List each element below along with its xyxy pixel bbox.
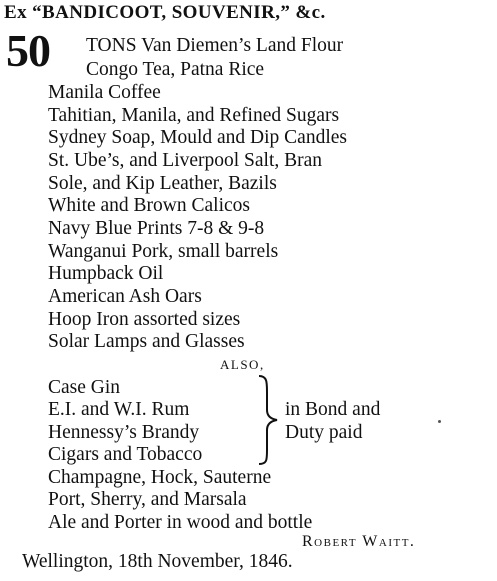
item-line: American Ash Oars [48, 286, 202, 307]
item-line: St. Ube’s, and Liverpool Salt, Bran [48, 150, 323, 171]
ship-names: “BANDICOOT, SOUVENIR,” [32, 2, 291, 23]
also-label: ALSO, [220, 357, 265, 372]
bond-note-line: Duty paid [285, 422, 363, 443]
signature: Robert Waitt. [302, 533, 416, 550]
heading-prefix: Ex [4, 2, 27, 23]
item-line: Hoop Iron assorted sizes [48, 309, 241, 330]
dateline: Wellington, 18th November, 1846. [22, 551, 293, 572]
curly-brace-icon [255, 374, 281, 466]
item-line: Congo Tea, Patna Rice [86, 59, 265, 80]
item-line: Port, Sherry, and Marsala [48, 489, 247, 510]
bonded-item-line: Case Gin [48, 377, 121, 398]
quantity-number: 50 [6, 25, 50, 76]
item-line: Humpback Oil [48, 263, 164, 284]
item-line: White and Brown Calicos [48, 195, 250, 216]
item-line: Navy Blue Prints 7-8 & 9-8 [48, 218, 265, 239]
bonded-item-line: E.I. and W.I. Rum [48, 399, 190, 420]
item-line: Ale and Porter in wood and bottle [48, 512, 313, 533]
item-line: Sydney Soap, Mould and Dip Candles [48, 127, 347, 148]
item-line: TONS Van Diemen’s Land Flour [86, 35, 344, 56]
bonded-item-line: Cigars and Tobacco [48, 444, 203, 465]
advertisement-heading [4, 2, 326, 24]
item-line: Manila Coffee [48, 82, 161, 103]
heading-suffix: &c. [295, 2, 326, 23]
print-speck [438, 420, 441, 423]
item-line: Wanganui Pork, small barrels [48, 241, 279, 262]
item-line: Tahitian, Manila, and Refined Sugars [48, 105, 340, 126]
item-line: Solar Lamps and Glasses [48, 331, 245, 352]
bond-note-line: in Bond and [285, 399, 381, 420]
item-line: Champagne, Hock, Sauterne [48, 467, 272, 488]
bonded-item-line: Hennessy’s Brandy [48, 422, 200, 443]
item-line: Sole, and Kip Leather, Bazils [48, 173, 277, 194]
